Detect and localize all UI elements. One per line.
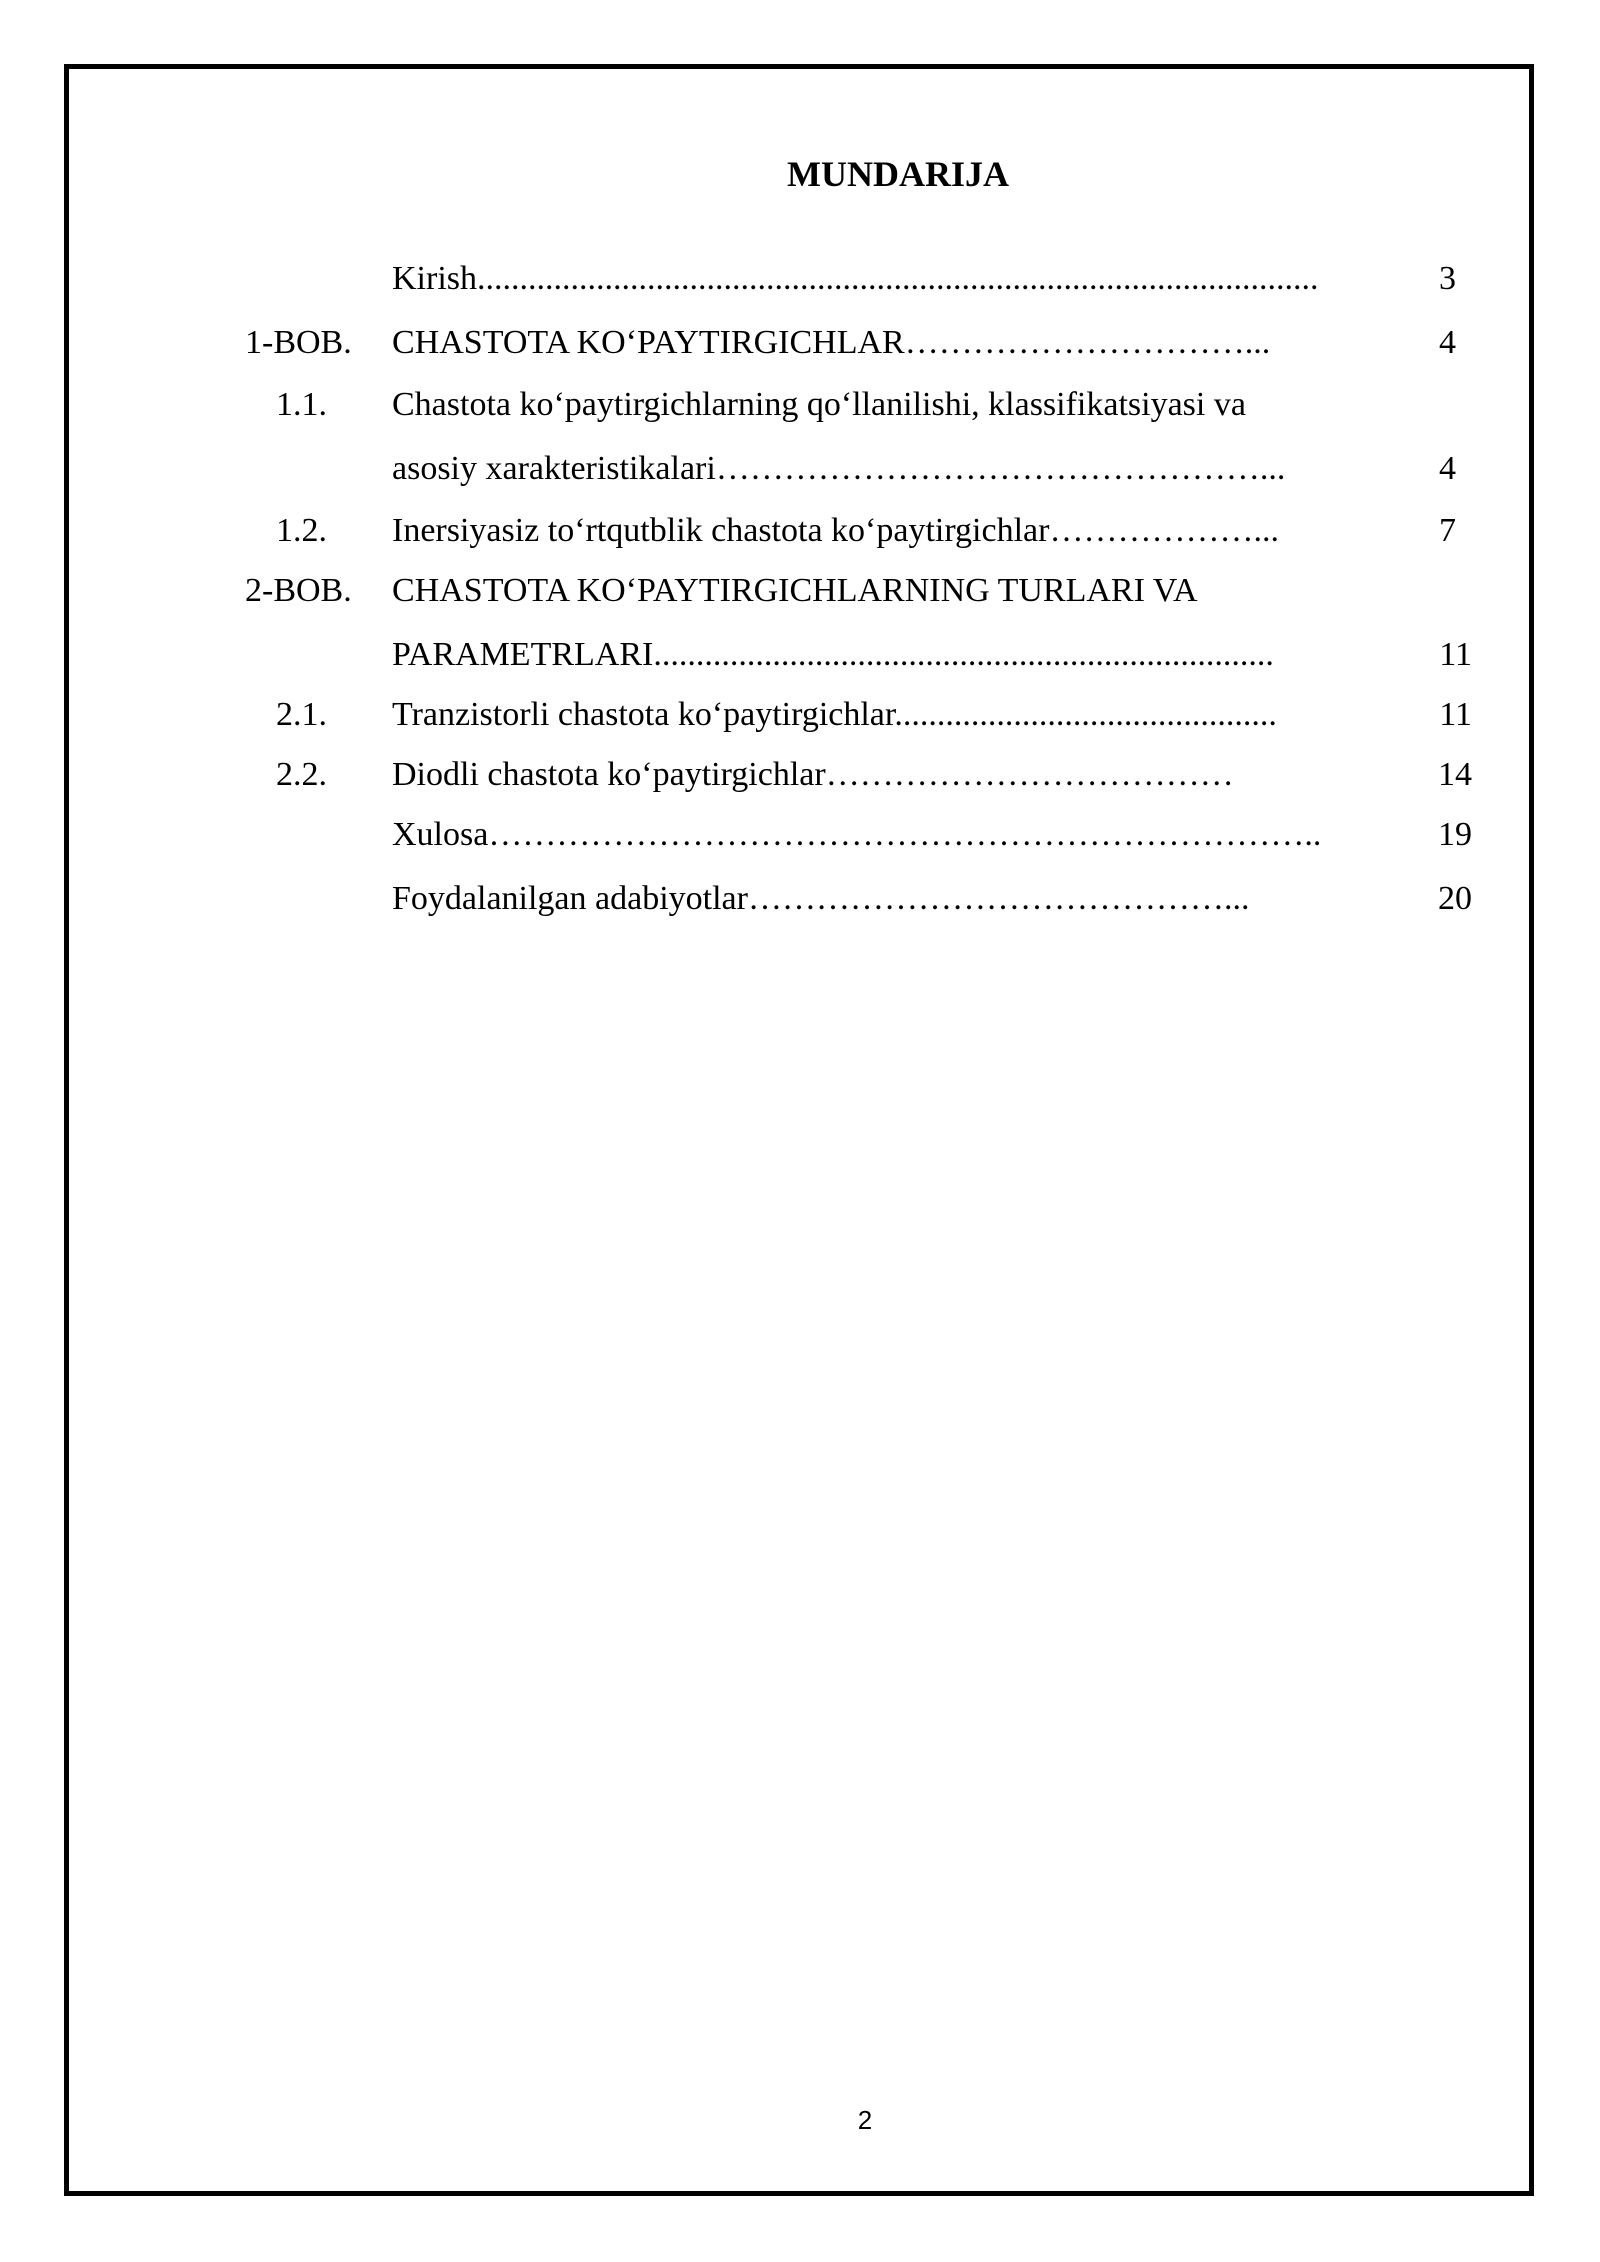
toc-entry-section-2-2[interactable]: Diodli chastota ko‘paytirgichlar………………………………	[392, 756, 1234, 793]
toc-entry-kirish[interactable]: Kirish...................................................................................................	[392, 260, 1319, 297]
toc-entry-chapter-1[interactable]: CHASTOTA KO‘PAYTIRGICHLAR…………………………...	[392, 324, 1271, 361]
toc-entry-page: 4	[1439, 324, 1456, 361]
table-of-contents	[0, 0, 1600, 1000]
toc-entry-number: 1.1.	[276, 386, 327, 423]
page-number: 2	[857, 2105, 873, 2135]
toc-entry-number: 2-BOB.	[245, 572, 352, 609]
toc-entry-number: 2.2.	[276, 756, 327, 793]
toc-entry-page: 11	[1439, 696, 1472, 733]
toc-entry-section-1-2[interactable]: Inersiyasiz to‘rtqutblik chastota ko‘paytirgichlar………………...	[392, 512, 1279, 549]
toc-entry-page: 14	[1438, 756, 1472, 793]
toc-entry-section-2-1[interactable]: Tranzistorli chastota ko‘paytirgichlar.............................................	[392, 696, 1277, 733]
toc-entry-number: 2.1.	[276, 696, 327, 733]
toc-entry-xulosa[interactable]: Xulosa………………………………………………………………..	[392, 816, 1322, 853]
toc-entry-page: 3	[1439, 260, 1456, 297]
toc-entry-page: 11	[1439, 636, 1472, 673]
toc-entry-section-1-1-cont[interactable]: asosiy xarakteristikalari…………………………………………...	[392, 450, 1286, 487]
toc-entry-chapter-2[interactable]: CHASTOTA KO‘PAYTIRGICHLARNING TURLARI VA	[392, 572, 1198, 609]
toc-entry-page: 19	[1438, 816, 1472, 853]
toc-entry-chapter-2-cont[interactable]: PARAMETRLARI.........................................................................	[392, 636, 1274, 673]
toc-entry-page: 20	[1438, 880, 1472, 917]
toc-entry-page: 4	[1439, 450, 1456, 487]
toc-entry-number: 1-BOB.	[245, 324, 352, 361]
toc-title: MUNDARIJA	[787, 154, 1009, 194]
toc-entry-references[interactable]: Foydalanilgan adabiyotlar……………………………………...	[392, 880, 1250, 917]
toc-entry-page: 7	[1439, 512, 1456, 549]
toc-entry-number: 1.2.	[276, 512, 327, 549]
toc-entry-section-1-1[interactable]: Chastota ko‘paytirgichlarning qo‘llanilishi, klassifikatsiyasi va	[392, 386, 1246, 423]
